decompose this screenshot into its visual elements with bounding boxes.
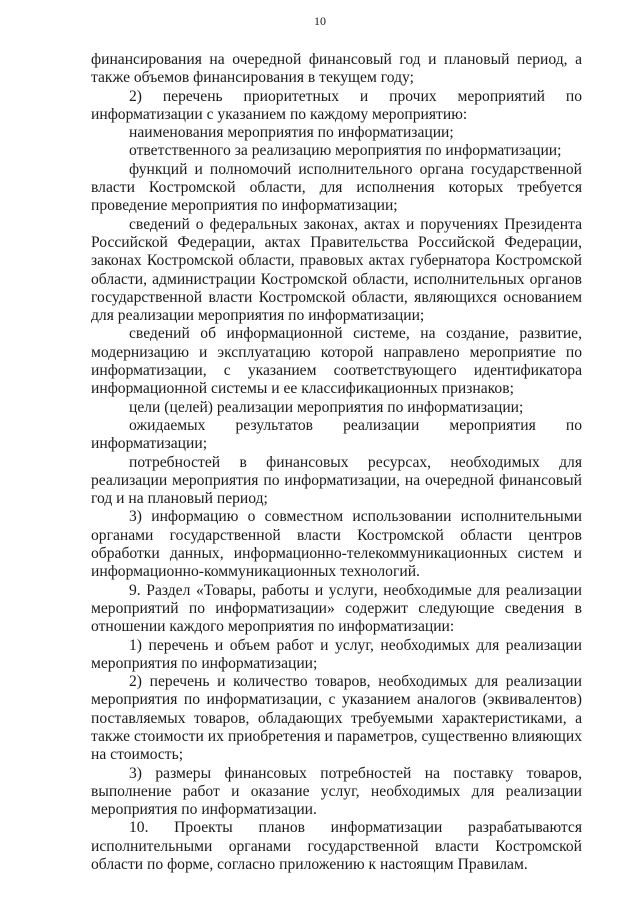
- paragraph: наименования мероприятия по информатизации;: [129, 124, 454, 142]
- paragraph: функций и полномочий исполнительного органа государственной власти Костромской области, для исполнения которых требуется проведение мероприятия по информатизации;: [91, 160, 582, 215]
- paragraph: финансирования на очередной финансовый год и плановый период, а также объемов финансирования в текущем году;: [91, 51, 582, 87]
- paragraph: 9. Раздел «Товары, работы и услуги, необходимые для реализации мероприятий по информатизации» содержит следующие сведения в отношении каждого мероприятия по информатизации:: [91, 581, 582, 636]
- paragraph: 1) перечень и объем работ и услуг, необходимых для реализации мероприятия по информатизации;: [91, 636, 582, 672]
- paragraph: 10. Проекты планов информатизации разрабатываются исполнительными органами государственной власти Костромской области по форме, согласно приложению к настоящим Правилам.: [91, 819, 582, 874]
- paragraph: ответственного за реализацию мероприятия по информатизации;: [129, 142, 562, 160]
- paragraph: 2) перечень приоритетных и прочих мероприятий по информатизации с указанием по каждому мероприятию:: [91, 87, 582, 123]
- paragraph: сведений о федеральных законах, актах и поручениях Президента Российской Федерации, актах Правительства Российской Федерации, законах Костромской области, правовых актах губернатора Костромской области, администрации Костромской области, исполнительных органов государственной власти Костромской области, являющихся основанием для реализации мероприятия по информатизации;: [91, 215, 582, 325]
- paragraph: ожидаемых результатов реализации мероприятия по информатизации;: [91, 416, 582, 453]
- paragraph: цели (целей) реализации мероприятия по информатизации;: [129, 398, 524, 416]
- paragraph: потребностей в финансовых ресурсах, необходимых для реализации мероприятия по информатизации, на очередной финансовый год и на плановый период;: [91, 453, 582, 508]
- paragraph: 3) информацию о совместном использовании исполнительными органами государственной власти Костромской области центров обработки данных, информационно-телекоммуникационных систем и информационно-коммуникационных технологий.: [91, 508, 582, 581]
- paragraph: сведений об информационной системе, на создание, развитие, модернизацию и эксплуатацию которой направлено мероприятие по информатизации, с указанием соответствующего идентификатора информационной системы и ее классификационных признаков;: [91, 325, 582, 398]
- paragraph: 2) перечень и количество товаров, необходимых для реализации мероприятия по информатизации, с указанием аналогов (эквивалентов) поставляемых товаров, обладающих требуемыми характеристиками, а также стоимости их приобретения и параметров, существенно влияющих на стоимость;: [91, 673, 582, 764]
- document-body: [91, 51, 582, 874]
- page-number: 10: [314, 14, 326, 28]
- paragraph: 3) размеры финансовых потребностей на поставку товаров, выполнение работ и оказание услуг, необходимых для реализации мероприятия по информатизации.: [91, 764, 582, 819]
